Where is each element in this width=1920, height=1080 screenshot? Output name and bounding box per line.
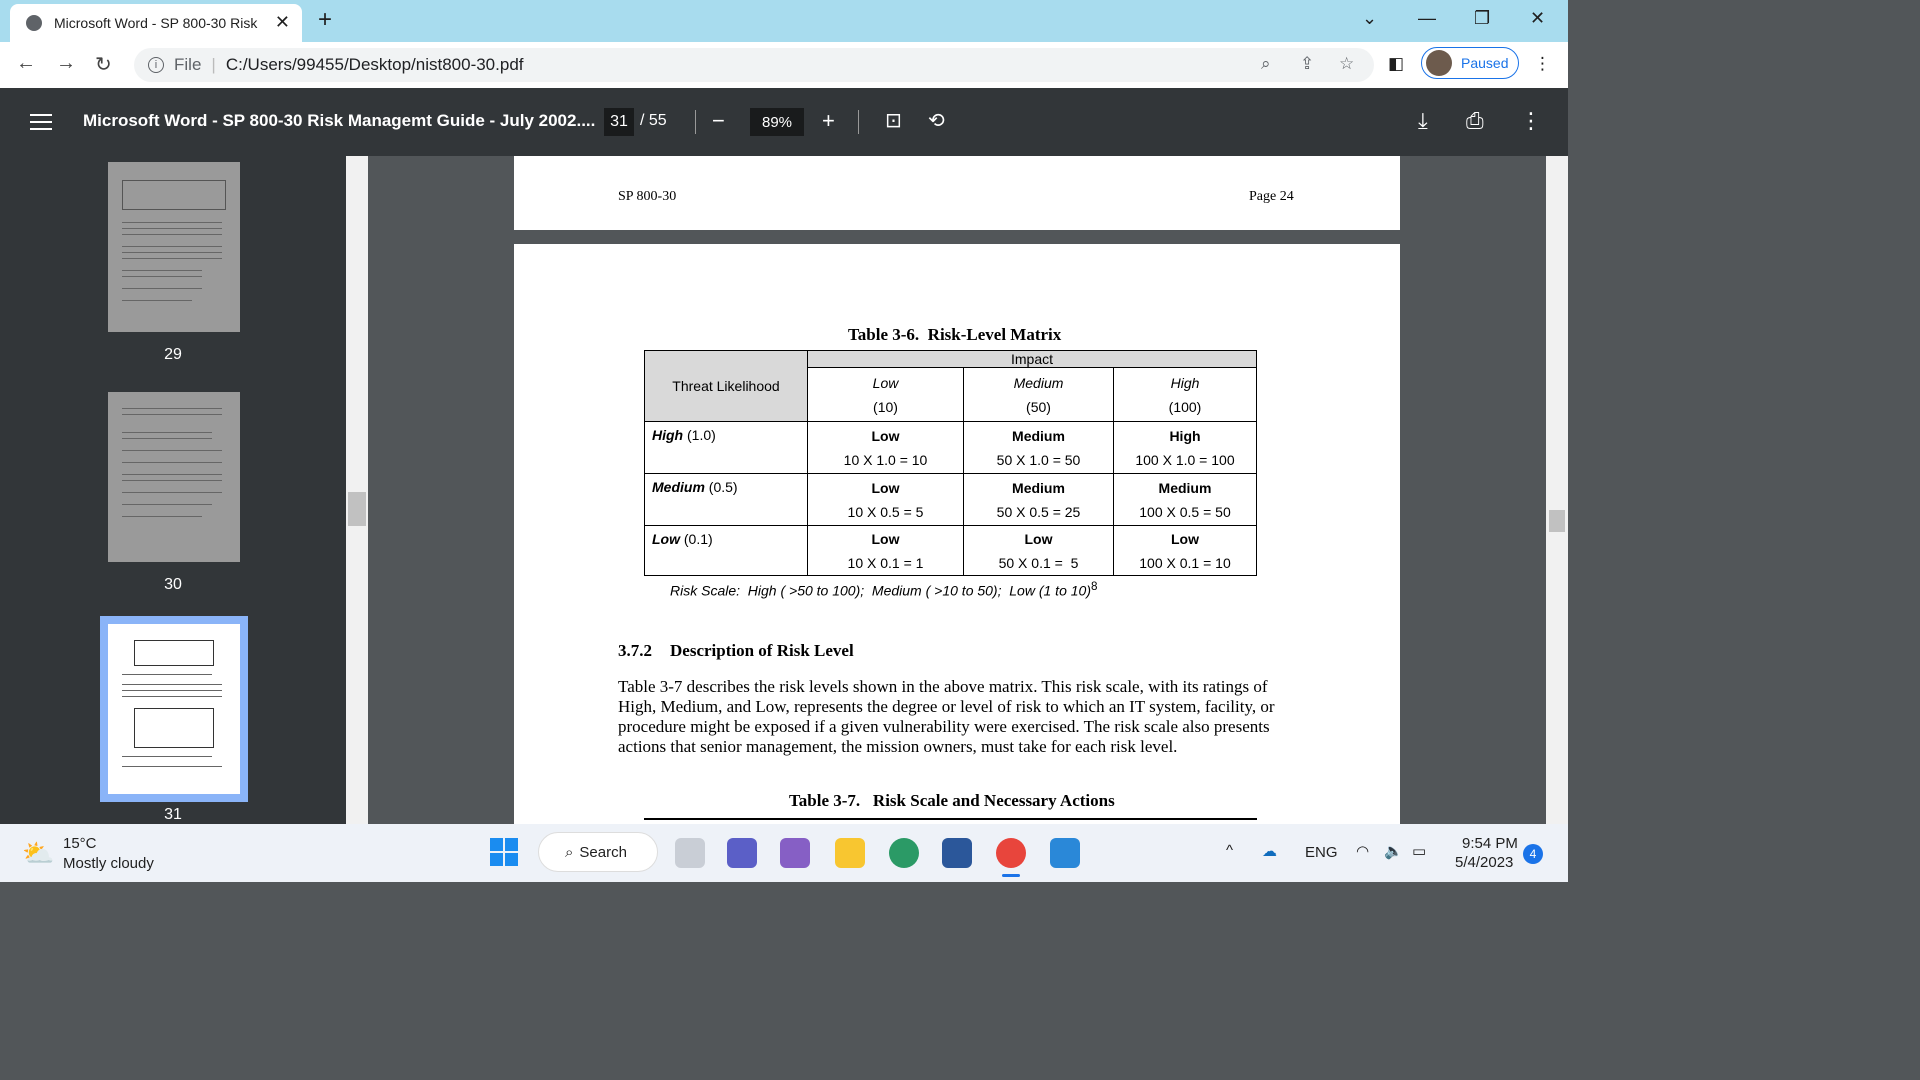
menu-icon[interactable] [30,114,52,130]
section-heading: 3.7.2 Description of Risk Level [618,641,854,660]
back-icon[interactable]: ← [16,52,36,74]
matrix-cell: Medium 50 X 1.0 = 50 [964,422,1114,474]
matrix-cell: Low 100 X 0.1 = 10 [1114,526,1257,576]
avatar [1426,50,1452,76]
onedrive-icon[interactable]: ☁ [1262,843,1277,860]
tab-strip [0,0,1568,42]
bookmark-star-icon[interactable]: ☆ [1339,54,1355,73]
matrix-cell: Medium 50 X 0.5 = 25 [964,474,1114,526]
taskbar [0,824,1568,882]
forward-icon[interactable]: → [56,52,76,74]
download-icon[interactable]: ⤓ [1418,108,1428,133]
teams-icon[interactable] [727,838,757,868]
clock-date[interactable]: 5/4/2023 [1455,854,1514,871]
zoom-out-button[interactable]: − [712,108,725,133]
pdf-page-top [514,156,1400,230]
pdf-page-current [514,244,1400,824]
zoom-icon[interactable]: ⌕ [1261,54,1271,73]
tab-title: Microsoft Word - SP 800-30 Risk [54,15,258,31]
thumbnail-sidebar [0,156,346,824]
page-header-right: Page 24 [1249,189,1294,204]
row-header-medium: Medium (0.5) [645,474,808,526]
share-icon[interactable]: ⇪ [1300,54,1315,73]
close-window-button[interactable]: ✕ [1530,8,1546,28]
profile-button[interactable] [1421,47,1519,79]
file-explorer-icon[interactable] [835,838,865,868]
thumbnail-page-31[interactable] [108,624,240,794]
zoom-input[interactable]: 89% [750,108,804,136]
matrix-cell: Medium 100 X 0.5 = 50 [1114,474,1257,526]
language-indicator[interactable]: ENG [1305,844,1338,861]
visual-studio-icon[interactable] [780,838,810,868]
task-view-icon[interactable] [675,838,705,868]
print-icon[interactable]: ⎙ [1466,108,1484,133]
active-app-indicator [1002,874,1020,877]
rotate-icon[interactable]: ⟲ [928,110,945,132]
chevron-up-icon[interactable]: ^ [1226,842,1234,859]
impact-column-low: Low (10) [808,368,964,422]
risk-scale-note: Risk Scale: High ( >50 to 100); Medium ( >10 to 50); Low (1 to 10)$^8$ [670,580,1098,599]
search-label: Search [579,843,627,861]
thumbnail-label: 29 [164,346,182,363]
chrome-icon[interactable] [996,838,1026,868]
divider [695,110,696,134]
word-icon[interactable] [942,838,972,868]
new-tab-button[interactable]: + [318,6,333,33]
section-paragraph: Table 3-7 describes the risk levels shown in the above matrix. This risk scale, with its ratings of High, Medium, and Low, represents the degree or level of risk to which an IT system, facility, or procedure might be exposed if a given vulnerability were exercised. The risk scale also presents actions that senior management, the mission owners, must take for each risk level. [618,677,1275,756]
profile-status: Paused [1461,55,1509,71]
battery-icon[interactable]: ▭ [1412,843,1427,860]
divider [858,110,859,134]
weather-description: Mostly cloudy [63,855,154,872]
matrix-cell: Low 10 X 1.0 = 10 [808,422,964,474]
impact-column-medium: Medium (50) [964,368,1114,422]
edge-icon[interactable] [889,838,919,868]
pdf-toolbar [0,88,1568,156]
photos-icon[interactable] [1050,838,1080,868]
globe-icon [26,15,42,31]
impact-header: Impact [808,351,1257,368]
row-header-low: Low (0.1) [645,526,808,576]
url-scheme: File [174,55,202,74]
weather-temperature: 15°C [63,835,97,852]
minimize-button[interactable]: — [1418,8,1436,28]
thumbnail-label: 31 [164,806,182,823]
url-text: C:/Users/99455/Desktop/nist800-30.pdf [225,55,524,74]
document-title: Microsoft Word - SP 800-30 Risk Managemt Guide - July 2002.... [83,111,596,130]
page-number-input[interactable]: 31 [604,108,634,136]
start-icon[interactable] [490,838,518,866]
navigation-bar [0,42,1568,88]
address-bar[interactable]: i File | C:/Users/99455/Desktop/nist800-30.pdf [134,48,1374,82]
document-scrollbar-thumb[interactable] [1549,510,1565,532]
sidebar-scrollbar-thumb[interactable] [348,492,366,526]
matrix-cell: Low 50 X 0.1 = 5 [964,526,1114,576]
page-header-left: SP 800-30 [618,189,677,204]
page-total: / 55 [640,112,667,129]
chrome-menu-icon[interactable]: ⋮ [1534,54,1551,73]
close-tab-icon[interactable]: ✕ [274,12,290,32]
restore-button[interactable]: ❐ [1474,8,1491,28]
browser-tab[interactable] [10,4,302,42]
matrix-cell: Low 10 X 0.5 = 5 [808,474,964,526]
search-icon: ⌕ [565,843,574,861]
more-options-icon[interactable]: ⋮ [1520,108,1542,133]
thumbnail-page-30[interactable] [108,392,240,562]
taskbar-search[interactable] [538,832,658,872]
reload-icon[interactable]: ↻ [95,54,112,76]
clock-time[interactable]: 9:54 PM [1462,835,1518,852]
table-caption-3-7: Table 3-7. Risk Scale and Necessary Actions [789,791,1115,810]
wifi-icon[interactable]: ◠ [1356,843,1370,860]
matrix-cell: High 100 X 1.0 = 100 [1114,422,1257,474]
tab-search-icon[interactable]: ⌄ [1362,8,1378,28]
notification-badge[interactable]: 4 [1523,844,1543,864]
volume-icon[interactable]: 🔈 [1384,843,1403,860]
document-scrollbar[interactable] [1546,156,1568,824]
weather-icon[interactable]: ⛅ [22,838,55,868]
table-top-border [644,818,1257,820]
impact-column-high: High (100) [1114,368,1257,422]
threat-likelihood-header: Threat Likelihood [645,351,808,422]
info-icon[interactable]: i [148,57,164,73]
thumbnail-label: 30 [164,576,182,593]
table-caption: Table 3-6. Risk-Level Matrix [848,325,1062,344]
thumbnail-page-29[interactable] [108,162,240,332]
sidebar-scrollbar[interactable] [346,156,368,824]
side-panel-icon[interactable]: ◧ [1388,54,1405,73]
zoom-in-button[interactable]: + [822,108,835,133]
fit-page-icon[interactable]: ⊡ [885,110,902,132]
risk-level-matrix [644,350,1257,576]
matrix-cell: Low 10 X 0.1 = 1 [808,526,964,576]
row-header-high: High (1.0) [645,422,808,474]
document-viewport [368,156,1546,824]
